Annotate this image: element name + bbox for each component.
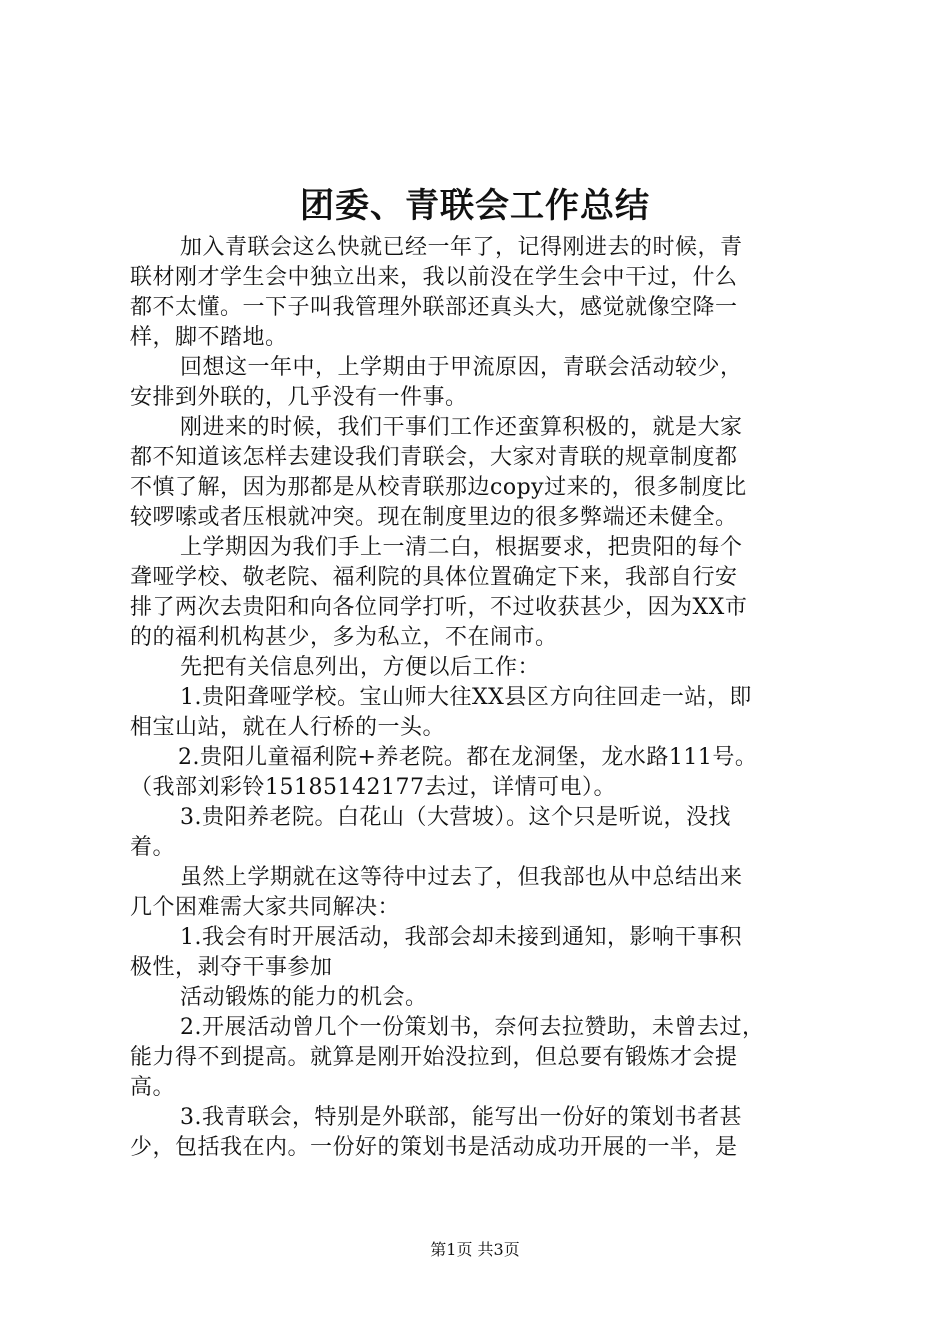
paragraph-line: 不慎了解，因为那都是从校青联那边copy过来的，很多制度比: [130, 475, 747, 500]
list-item-line: 3.我青联会，特别是外联部，能写出一份好的策划书者甚: [180, 1105, 742, 1130]
list-item-line: 1.贵阳聋哑学校。宝山师大往XX县区方向往回走一站，即: [180, 685, 752, 710]
document-title: 团委、青联会工作总结: [300, 186, 650, 226]
paragraph-line: 较啰嗦或者压根就冲突。现在制度里边的很多弊端还未健全。: [130, 505, 738, 530]
paragraph-line: 先把有关信息列出，方便以后工作：: [180, 655, 541, 680]
list-item-line: 1.我会有时开展活动，我部会却未接到通知，影响干事积: [180, 925, 742, 950]
paragraph-line: 排了两次去贵阳和向各位同学打听，不过收获甚少，因为XX市: [130, 595, 748, 620]
paragraph-line: 虽然上学期就在这等待中过去了，但我部也从中总结出来: [180, 865, 743, 890]
paragraph-line: 几个困难需大家共同解决：: [130, 895, 401, 920]
list-item-line: 高。: [130, 1075, 176, 1100]
list-item-line: 少，包括我在内。一份好的策划书是活动成功开展的一半，是: [130, 1135, 738, 1160]
paragraph-line: 都不太懂。一下子叫我管理外联部还真头大，感觉就像空降一: [130, 295, 738, 320]
list-item-line: 2.开展活动曾几个一份策划书，奈何去拉赞助，未曾去过，: [180, 1015, 765, 1040]
list-item-line: （我部刘彩铃15185142177去过，详情可电）。: [130, 775, 616, 800]
paragraph-line: 上学期因为我们手上一清二白，根据要求，把贵阳的每个: [180, 535, 743, 560]
paragraph-line: 加入青联会这么快就已经一年了，记得刚进去的时候，青: [180, 235, 743, 260]
paragraph-line: 联材刚才学生会中独立出来，我以前没在学生会中干过，什么: [130, 265, 738, 290]
document-body: [130, 233, 834, 1163]
paragraph-line: 的的福利机构甚少，多为私立，不在闹市。: [130, 625, 558, 650]
list-item-line: 3.贵阳养老院。白花山（大营坡）。这个只是听说，没找: [180, 805, 731, 830]
list-item-line: 着。: [130, 835, 176, 860]
list-item-line: 2.贵阳儿童福利院+养老院。都在龙洞堡，龙水路111号。: [178, 745, 758, 770]
paragraph-line: 安排到外联的，几乎没有一件事。: [130, 385, 468, 410]
paragraph-line: 样，脚不踏地。: [130, 325, 288, 350]
paragraph-line: 都不知道该怎样去建设我们青联会，大家对青联的规章制度都: [130, 445, 738, 470]
list-item-line: 极性，剥夺干事参加: [130, 955, 333, 980]
paragraph-line: 刚进来的时候，我们干事们工作还蛮算积极的，就是大家: [180, 415, 743, 440]
page-number-footer: 第1页 共3页: [430, 1240, 520, 1259]
list-item-line: 活动锻炼的能力的机会。: [180, 985, 428, 1010]
paragraph-line: 回想这一年中，上学期由于甲流原因，青联会活动较少，: [180, 355, 743, 380]
list-item-line: 相宝山站，就在人行桥的一头。: [130, 715, 446, 740]
list-item-line: 能力得不到提高。就算是刚开始没拉到，但总要有锻炼才会提: [130, 1045, 738, 1070]
paragraph-line: 聋哑学校、敬老院、福利院的具体位置确定下来，我部自行安: [130, 565, 738, 590]
